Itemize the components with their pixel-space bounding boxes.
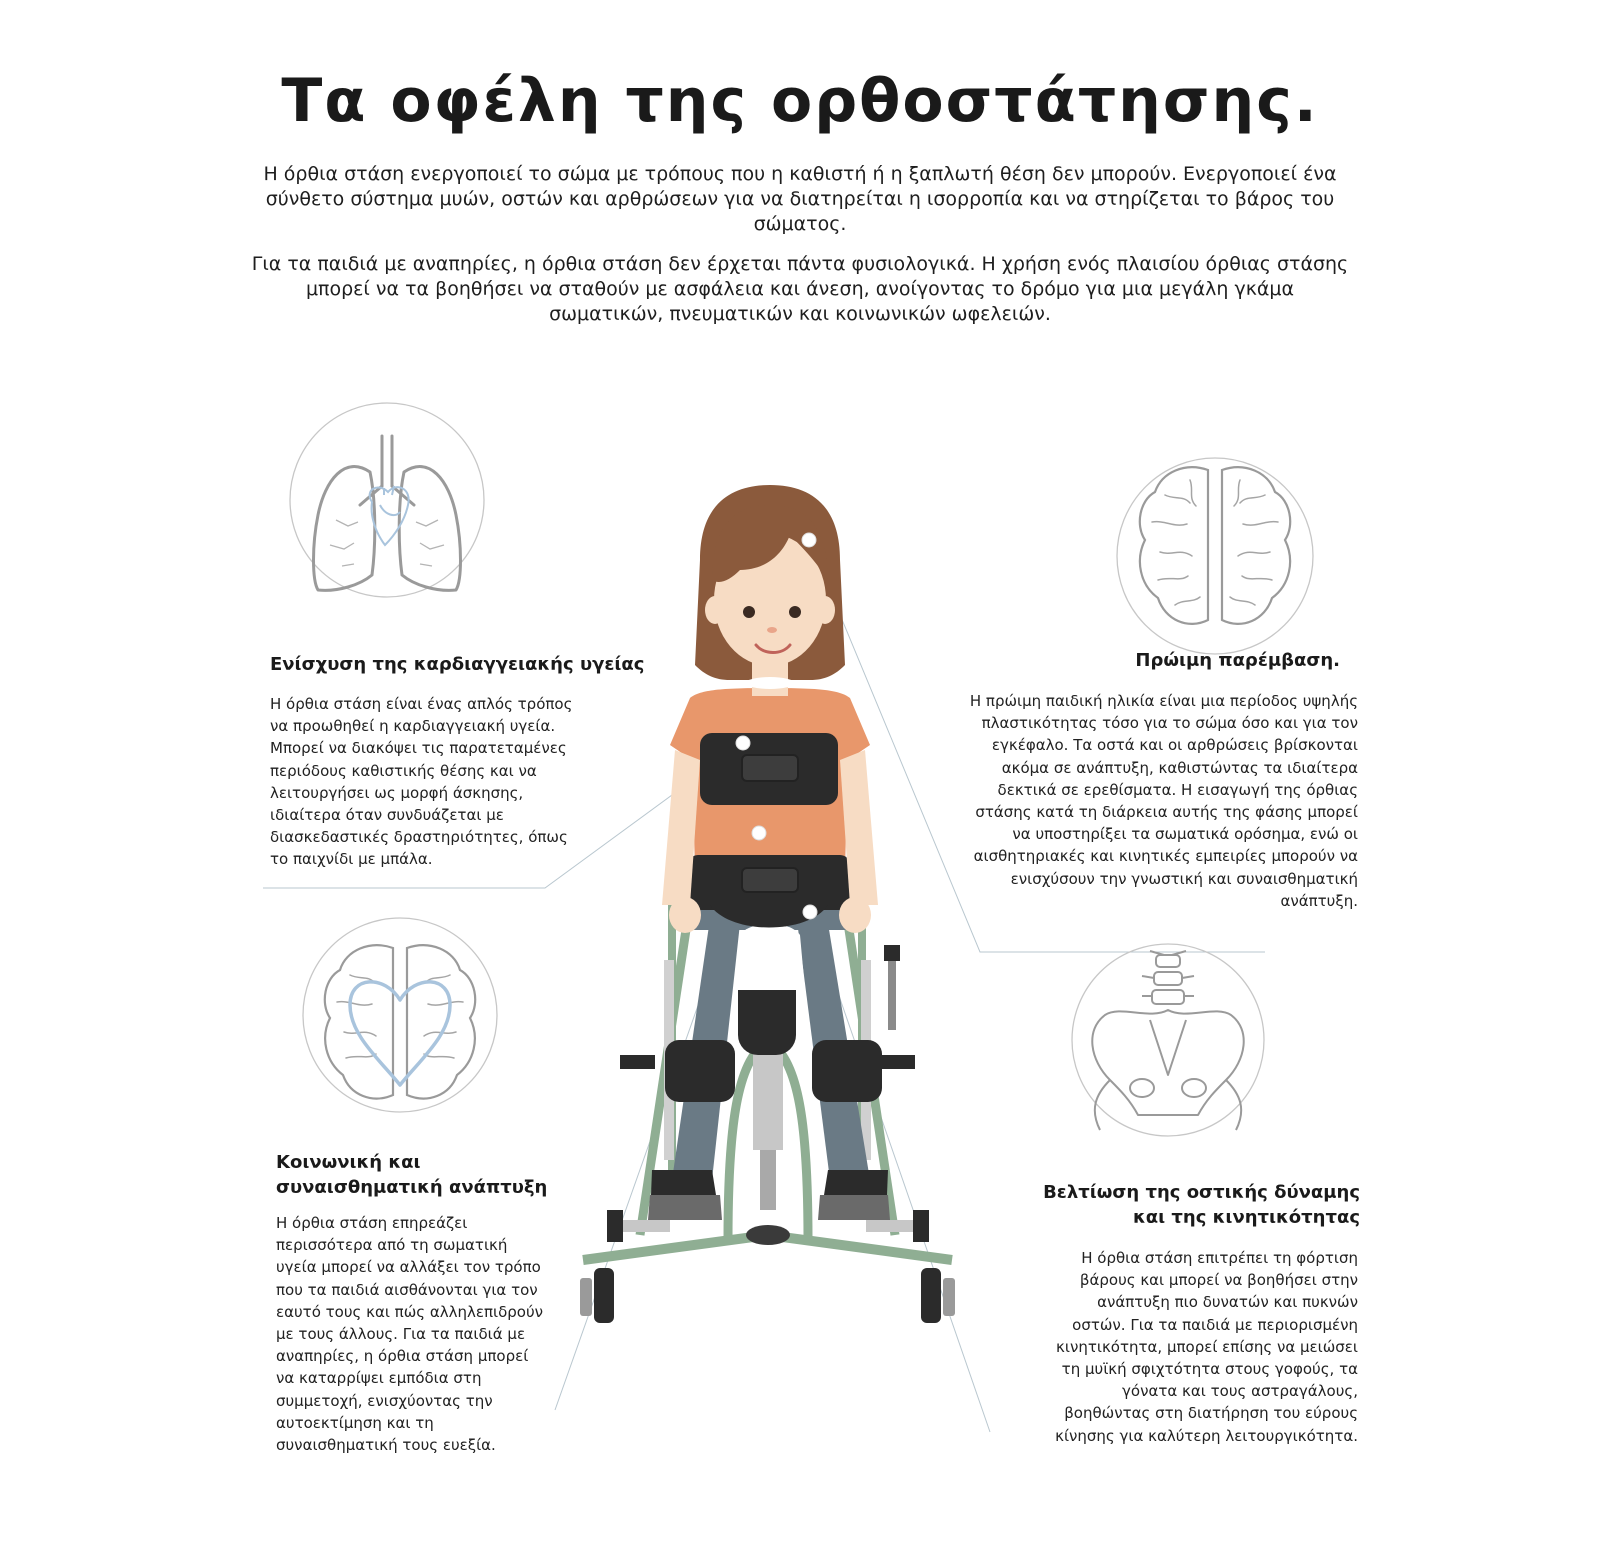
section-body-early: Η πρώιμη παιδική ηλικία είναι μια περίοδος υψηλής πλαστικότητας τόσο για το σώμα όσο και για τον εγκέφαλο. Τα οστά και οι αρθρώσεις βρίσκονται ακόμα σε ανάπτυξη, καθιστώντας τα ιδιαίτερα δεκτικά σε ερεθίσματα. Η εισαγωγή της όρθιας στάσης κατά τη διάρκεια αυτής της φάσης μπορεί να υποστηρίξει τα σωματικά ορόσημα, ενώ οι αισθητηριακές και κινητικές εμπειρίες μπορούν να ενισχύσουν την γνωστική και συναισθηματική ανάπτυξη.: [969, 692, 1358, 910]
child-torso: [662, 688, 878, 933]
section-title-bone: [970, 1180, 1360, 1230]
marker-dot-chest: [736, 736, 750, 750]
section-body-bone: Η όρθια στάση επιτρέπει τη φόρτιση βάρους και μπορεί να βοηθήσει στην ανάπτυξη πιο δυνατών και πυκνών οστών. Για τα παιδιά με περιορισμένη κινητικότητα, μπορεί επίσης να μειώσει τη μυϊκή σφιχτότητα στους γοφούς, τα γόνατα και τους αστραγάλους, βοηθώντας στη διατήρηση του εύρους κίνησης για καλύτερη λειτουργικότητα.: [1055, 1249, 1358, 1445]
child-head: [695, 485, 845, 696]
intro-paragraph-1: Η όρθια στάση ενεργοποιεί το σώμα με τρόπους που η καθιστή ή η ξαπλωτή θέση δεν μπορούν. Ενεργοποιεί ένα σύνθετο σύστημα μυών, οστών και αρθρώσεων για να διατηρείται η ισορροπία και να στηρίζεται το βάρος του σώματος.: [263, 163, 1337, 235]
section-title-social-line2: συναισθηματική ανάπτυξη: [276, 1177, 548, 1198]
marker-dot-head: [802, 533, 816, 547]
section-title-bone-line2: και της κινητικότητας: [1132, 1207, 1360, 1228]
page-title: Τα οφέλη της ορθοστάτησης.: [281, 66, 1319, 136]
section-title-social: [276, 1150, 596, 1200]
section-title-cardio: Ενίσχυση της καρδιαγγειακής υγείας: [270, 654, 645, 675]
marker-dot-waist: [752, 826, 766, 840]
section-title-early: Πρώιμη παρέμβαση.: [1135, 650, 1340, 671]
section-title-bone-line1: Βελτίωση της οστικής δύναμης: [1043, 1182, 1360, 1203]
marker-dot-hip: [803, 905, 817, 919]
section-title-social-line1: Κοινωνική και: [276, 1152, 421, 1173]
intro-paragraph-2: Για τα παιδιά με αναπηρίες, η όρθια στάση δεν έρχεται πάντα φυσιολογικά. Η χρήση ενός πλαισίου όρθιας στάσης μπορεί να τα βοηθήσει να σταθούν με ασφάλεια και άνεση, ανοίγοντας το δρόμο για μια μεγάλη γκάμα σωματικών, πνευματικών και κοινωνικών ωφελειών.: [251, 253, 1349, 325]
section-body-social: Η όρθια στάση επηρεάζει περισσότερα από τη σωματική υγεία μπορεί να αλλάξει τον τρόπο που τα παιδιά αισθάνονται για τον εαυτό τους και πώς αλληλεπιδρούν με τους άλλους. Για τα παιδιά με αναπηρίες, η όρθια στάση μπορεί να καταρρίψει εμπόδια στη συμμετοχή, ενισχύοντας την αυτοεκτίμηση και τη συναισθηματική τους ευεξία.: [276, 1214, 544, 1455]
section-body-cardio: Η όρθια στάση είναι ένας απλός τρόπος να προωθηθεί η καρδιαγγειακή υγεία. Μπορεί να διακόψει τις παρατεταμένες περιόδους καθιστικής θέσης και να λειτουργήσει ως μορφή άσκησης, ιδιαίτερα όταν συνδυάζεται με διασκεδαστικές δραστηριότητες, όπως το παιχνίδι με μπάλα.: [270, 695, 573, 869]
